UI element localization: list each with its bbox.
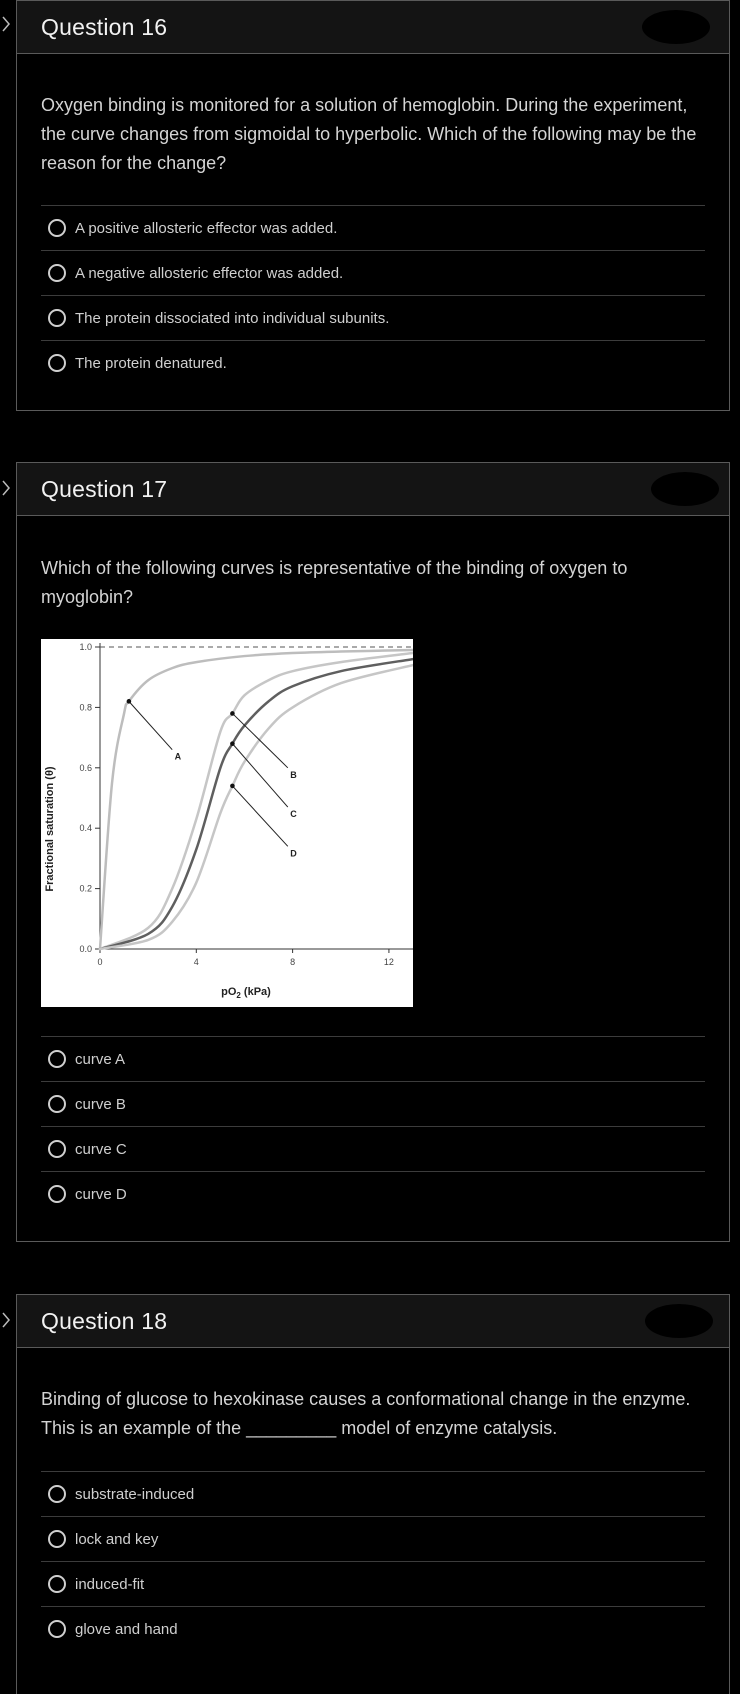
y-tick-label: 0.4 [79, 823, 92, 834]
answer-label: substrate-induced [75, 1485, 195, 1503]
answer-option[interactable] [41, 340, 705, 385]
radio-button[interactable] [48, 1050, 66, 1068]
curve-b-point [230, 711, 235, 716]
curve-a-point [127, 699, 132, 704]
x-tick-label: 8 [290, 957, 296, 967]
curve-d-leader-line [232, 786, 287, 846]
answer-option[interactable] [41, 1171, 705, 1216]
answer-option[interactable] [41, 1606, 705, 1651]
answer-list [41, 205, 705, 385]
question-text-content: Which of the following curves is representative of the binding of oxygen to myoglobin? [41, 558, 628, 607]
answer-label: curve D [75, 1185, 127, 1203]
answer-label: A positive allosteric effector was added. [75, 219, 338, 237]
answer-label: induced-fit [75, 1575, 145, 1593]
radio-button[interactable] [48, 264, 66, 282]
question-18-card [16, 1294, 730, 1694]
answer-option[interactable] [41, 1471, 705, 1516]
question-text [41, 1385, 705, 1443]
question-text-content: Oxygen binding is monitored for a solution of hemoglobin. During the experiment, the curve changes from sigmoidal to hyperbolic. Which of the following may be the reason for the change? [41, 95, 697, 173]
radio-button[interactable] [48, 1575, 66, 1593]
curve-d-line [100, 665, 413, 949]
curve-a-label: A [174, 751, 182, 762]
curve-c-leader-line [232, 744, 287, 807]
y-tick-label: 1.0 [79, 642, 92, 652]
curve-c-line [100, 659, 413, 949]
answer-label: A negative allosteric effector was added. [75, 264, 344, 282]
question-header [17, 1295, 729, 1348]
chevron-right-icon[interactable] [0, 478, 12, 498]
curve-b-leader-line [232, 713, 287, 767]
answer-label: The protein dissociated into individual subunits. [75, 309, 390, 327]
answer-label: curve C [75, 1140, 127, 1158]
chevron-right-icon[interactable] [0, 14, 12, 34]
answer-label: The protein denatured. [75, 354, 227, 372]
radio-button[interactable] [48, 1485, 66, 1503]
radio-button[interactable] [48, 219, 66, 237]
chart-svg [41, 639, 413, 1007]
radio-button[interactable] [48, 354, 66, 372]
points-badge [645, 1304, 713, 1338]
radio-button[interactable] [48, 309, 66, 327]
x-tick-label: 0 [97, 957, 103, 967]
question-text-content: Binding of glucose to hexokinase causes a conformational change in the enzyme. This is an example of the _________ model of enzyme catalysis. [41, 1389, 691, 1438]
answer-label: curve A [75, 1050, 126, 1068]
x-tick-label: 12 [383, 957, 394, 967]
answer-option[interactable] [41, 295, 705, 340]
answer-label: glove and hand [75, 1620, 178, 1638]
answer-option[interactable] [41, 1081, 705, 1126]
question-title: Question 18 [41, 1308, 168, 1334]
curve-d-point [230, 784, 235, 789]
answer-option[interactable] [41, 250, 705, 295]
answer-option[interactable] [41, 205, 705, 250]
answer-label: curve B [75, 1095, 126, 1113]
answer-option[interactable] [41, 1126, 705, 1171]
answer-label: lock and key [75, 1530, 159, 1548]
x-tick-label: 4 [193, 957, 199, 967]
question-header [17, 463, 729, 516]
curve-b-line [100, 653, 413, 949]
answer-option[interactable] [41, 1561, 705, 1606]
y-tick-label: 0.8 [79, 702, 92, 713]
answer-option[interactable] [41, 1516, 705, 1561]
answer-list [41, 1036, 705, 1216]
y-tick-label: 0.0 [79, 944, 92, 954]
radio-button[interactable] [48, 1185, 66, 1203]
chevron-right-icon[interactable] [0, 1310, 12, 1330]
question-title: Question 16 [41, 14, 168, 40]
radio-button[interactable] [48, 1530, 66, 1548]
y-tick-label: 0.6 [79, 762, 92, 773]
answer-list [41, 1471, 705, 1651]
answer-option[interactable] [41, 1036, 705, 1081]
curve-a-leader-line [129, 701, 172, 749]
oxygen-binding-chart [41, 639, 413, 1007]
x-axis-label: $pO_2$ (kPa) [221, 986, 271, 1000]
radio-button[interactable] [48, 1140, 66, 1158]
curve-c-label: C [290, 809, 297, 820]
curve-d-label: D [290, 848, 297, 859]
points-badge [651, 472, 719, 506]
curve-a-line [100, 650, 413, 949]
radio-button[interactable] [48, 1620, 66, 1638]
question-title: Question 17 [41, 476, 168, 502]
y-tick-label: 0.2 [79, 883, 92, 894]
curve-c-point [230, 741, 235, 746]
curve-b-label: B [290, 769, 297, 780]
points-badge [642, 10, 710, 44]
question-17-card [16, 462, 730, 1242]
question-text [41, 91, 705, 178]
radio-button[interactable] [48, 1095, 66, 1113]
question-header [17, 1, 729, 54]
question-16-card [16, 0, 730, 411]
question-text [41, 554, 705, 612]
y-axis-label: Fractional saturation (θ) [44, 766, 56, 892]
